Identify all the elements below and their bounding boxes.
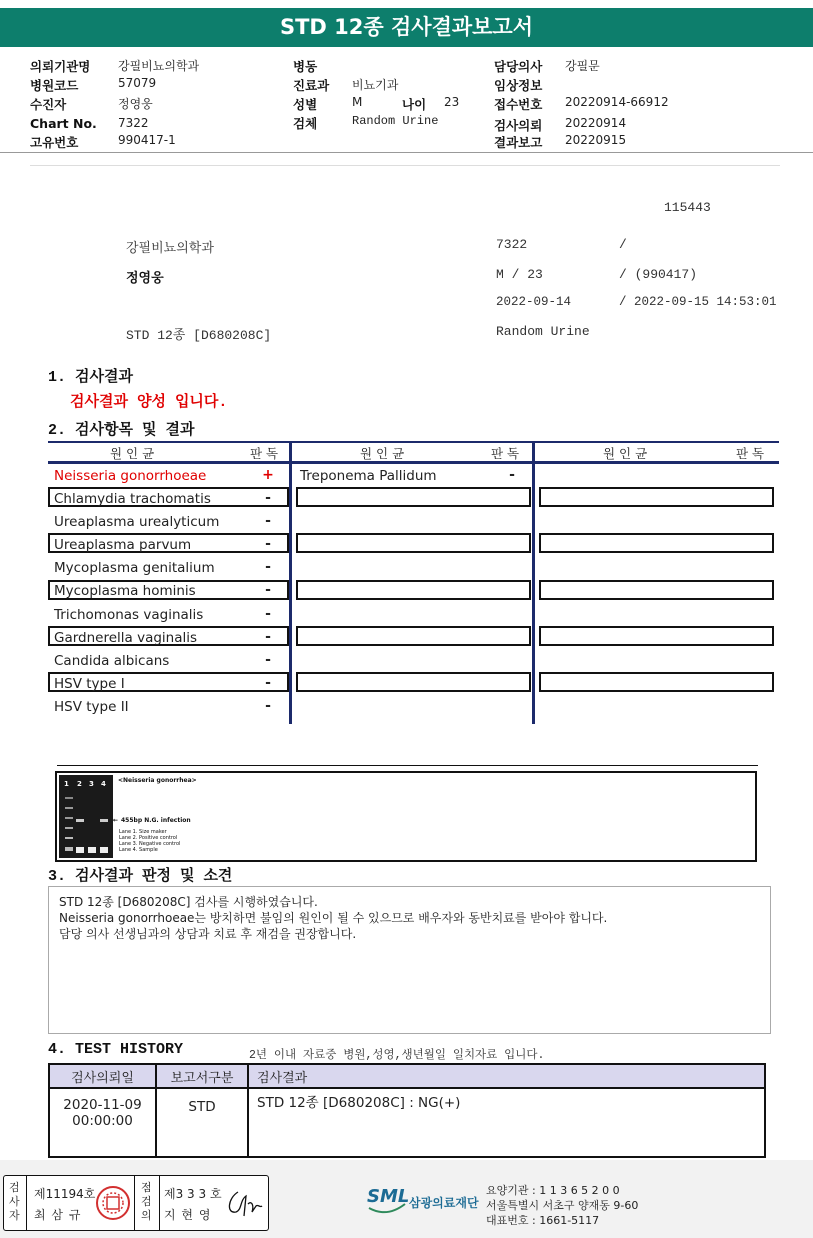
info-chart: 7322 [496, 237, 528, 252]
value-sex: M [352, 95, 363, 109]
section1-result: 검사결과 양성 입니다. [70, 394, 228, 411]
row-box [539, 487, 774, 507]
table-row [49, 1088, 765, 1157]
org-address: 서울특별시 서초구 양재동 9-60 [486, 1199, 639, 1212]
label-department: 진료과 [293, 78, 330, 93]
org-phone: 대표번호 : 1661-5117 [486, 1214, 600, 1227]
pathogen-result: - [265, 629, 271, 645]
label-clinical-info: 임상정보 [494, 78, 543, 93]
history-table [48, 1063, 766, 1158]
label-requester: 의뢰기관명 [30, 59, 91, 74]
header-divider [0, 152, 813, 153]
row-box [296, 533, 531, 553]
lane-4: 4 [101, 780, 106, 788]
signature-icon [224, 1186, 264, 1220]
pathogen-name: Ureaplasma urealyticum [54, 514, 220, 530]
label-age: 나이 [402, 97, 427, 112]
lane-3: 3 [89, 780, 94, 788]
logo-text: SML [367, 1186, 410, 1207]
label-patient: 수진자 [30, 97, 67, 112]
opinion-line: Neisseria gonorrhoeae는 방치하면 불임의 원인이 될 수 있으므로 배우자와 동반치료를 받아야 합니다. [59, 911, 608, 925]
col-divider-1 [289, 441, 292, 724]
info-date-report: / 2022-09-15 14:53:01 [619, 295, 777, 309]
row-box [296, 580, 531, 600]
label-chart-no: Chart No. [30, 116, 97, 131]
opinion-box [48, 886, 771, 1034]
table-head-rule [48, 461, 779, 464]
pathogen-name: HSV type II [54, 699, 129, 715]
value-department: 비뇨기과 [352, 78, 399, 92]
pathogen-name: Neisseria gonorrhoeae [54, 468, 207, 484]
checker-label-cell [134, 1176, 160, 1230]
label-report-date: 결과보고 [494, 135, 543, 150]
lane-1: 1 [64, 780, 69, 788]
info-test: STD 12종 [D680208C] [126, 328, 272, 343]
pathogen-name: Candida albicans [54, 653, 170, 669]
pathogen-name: Mycoplasma genitalium [54, 560, 215, 576]
inspector-label-cell [4, 1176, 27, 1230]
row-box [539, 533, 774, 553]
label-sex: 성별 [293, 97, 318, 112]
row-box [296, 487, 531, 507]
history-head-date: 검사의뢰일 [49, 1064, 156, 1088]
info-specimen: Random Urine [496, 324, 590, 339]
label-doctor: 담당의사 [494, 59, 543, 74]
value-chart-no: 7322 [118, 116, 149, 130]
value-requester: 강필비뇨의학과 [118, 59, 200, 73]
report-title: STD 12종 검사결과보고서 [0, 8, 813, 47]
col3-pathogen-head: 원 인 균 [603, 446, 648, 461]
history-head-type: 보고서구분 [156, 1064, 248, 1088]
col1-pathogen-head: 원 인 균 [110, 446, 155, 461]
pathogen-result: + [262, 467, 274, 483]
value-doctor: 강필문 [565, 59, 600, 73]
pathogen-name: HSV type I [54, 676, 125, 692]
pathogen-result: - [509, 467, 515, 483]
value-age: 23 [444, 95, 460, 109]
pathogen-result: - [265, 559, 271, 575]
info-birth: / (990417) [619, 267, 698, 282]
value-receipt-no: 20220914-66912 [565, 95, 669, 109]
label-specimen: 검체 [293, 116, 318, 131]
seal-stamp-icon [95, 1185, 131, 1221]
info-patient: 정영웅 [126, 271, 164, 286]
row-box [296, 672, 531, 692]
table-top-rule [48, 441, 779, 443]
label-request-date: 검사의뢰 [494, 118, 543, 133]
value-request-date: 20220914 [565, 116, 627, 130]
pathogen-result: - [265, 606, 271, 622]
gel-legend-2: Lane 2. Positive control [119, 835, 178, 841]
history-head-result: 검사결과 [248, 1064, 765, 1088]
col2-result-head: 판 독 [491, 446, 520, 461]
pathogen-name: Ureaplasma parvum [54, 537, 192, 553]
history-result: STD 12종 [D680208C] : NG(+) [248, 1088, 765, 1157]
gel-top-rule [57, 765, 758, 766]
opinion-line: 담당 의사 선생님과의 상담과 치료 후 재검을 권장합니다. [59, 927, 357, 941]
col-divider-2 [532, 441, 535, 724]
pathogen-name: Mycoplasma hominis [54, 583, 196, 599]
arrow-icon: ← [113, 817, 119, 824]
label-receipt-no: 접수번호 [494, 97, 543, 112]
info-slash: / [619, 237, 627, 252]
gel-title: <Neisseria gonorrhea> [118, 777, 197, 784]
pathogen-result: - [265, 513, 271, 529]
info-sex-age: M / 23 [496, 267, 543, 282]
info-code: 115443 [664, 200, 711, 215]
label-unique-no: 고유번호 [30, 135, 79, 150]
section1-title: 1. 검사결과 [48, 369, 133, 386]
care-number: 요양기관 : 1 1 3 6 5 2 0 0 [486, 1184, 620, 1197]
section2-title: 2. 검사항목 및 결과 [48, 422, 195, 439]
gel-legend-3: Lane 3. Negative control [119, 841, 181, 847]
pathogen-name: Gardnerella vaginalis [54, 630, 198, 646]
value-unique-no: 990417-1 [118, 133, 176, 147]
history-time: 00:00:00 [72, 1113, 133, 1129]
row-box [539, 672, 774, 692]
checker-name: 지 현 영 [164, 1208, 212, 1222]
history-type: STD [156, 1088, 248, 1157]
pathogen-result: - [265, 675, 271, 691]
col2-pathogen-head: 원 인 균 [360, 446, 405, 461]
label-ward: 병동 [293, 59, 318, 74]
pathogen-result: - [265, 582, 271, 598]
row-box [296, 626, 531, 646]
checker-no: 제3 3 3 호 [164, 1187, 222, 1201]
pathogen-result: - [265, 698, 271, 714]
pathogen-result: - [265, 536, 271, 552]
pathogen-name: Treponema Pallidum [300, 468, 437, 484]
section4-title: 4. TEST HISTORY [48, 1041, 184, 1058]
row-box [539, 580, 774, 600]
lane-2: 2 [77, 780, 82, 788]
inspector-label: 검사자 [9, 1181, 20, 1222]
history-date-cell [49, 1088, 156, 1157]
value-hospital-code: 57079 [118, 76, 157, 90]
header-divider-light [30, 165, 780, 166]
gel-legend-1: Lane 1. Size maker [119, 829, 167, 835]
history-note: 2년 이내 자료중 병원,성영,생년월일 일치자료 입니다. [249, 1049, 545, 1062]
gel-arrow-label: 455bp N.G. infection [121, 817, 191, 824]
value-patient: 정영웅 [118, 97, 153, 111]
history-date: 2020-11-09 [63, 1097, 142, 1113]
section3-title: 3. 검사결과 판정 및 소견 [48, 868, 233, 885]
info-hospital: 강필비뇨의학과 [126, 241, 214, 256]
row-box [539, 626, 774, 646]
value-report-date: 20220915 [565, 133, 627, 147]
checker-label: 점검의 [141, 1181, 152, 1222]
col1-result-head: 판 독 [250, 446, 279, 461]
pathogen-name: Trichomonas vaginalis [54, 607, 204, 623]
pathogen-name: Chlamydia trachomatis [54, 491, 211, 507]
info-date-recv: 2022-09-14 [496, 295, 572, 309]
inspector-name: 최 삼 규 [34, 1208, 82, 1222]
label-hospital-code: 병원코드 [30, 78, 79, 93]
opinion-line: STD 12종 [D680208C] 검사를 시행하였습니다. [59, 895, 318, 909]
pathogen-result: - [265, 490, 271, 506]
pathogen-result: - [265, 652, 271, 668]
org-name: 삼광의료재단 [409, 1196, 479, 1210]
inspector-no: 제11194호 [34, 1187, 96, 1201]
signature-box [3, 1175, 269, 1231]
col3-result-head: 판 독 [736, 446, 765, 461]
gel-legend-4: Lane 4. Sample [119, 847, 158, 853]
value-specimen: Random Urine [352, 114, 439, 128]
